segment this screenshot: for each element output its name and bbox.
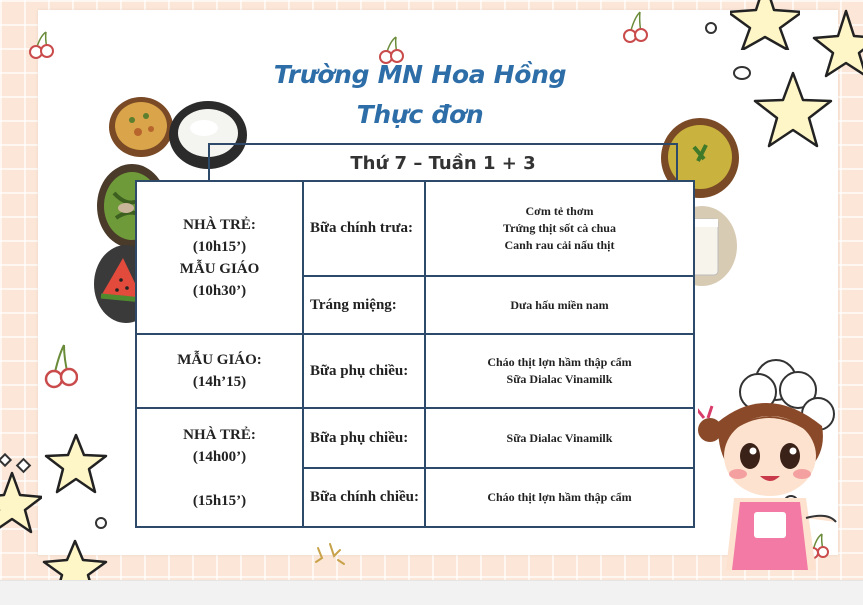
food-cell <box>425 468 694 527</box>
food-item: Sữa Dialac Vinamilk <box>506 372 613 386</box>
time-label: (10h15’) <box>192 238 247 255</box>
menu-table <box>135 180 695 528</box>
cherry-icon <box>622 10 648 44</box>
spacer-line <box>137 468 302 490</box>
star-icon <box>44 432 108 496</box>
bottom-strip <box>0 580 863 605</box>
egg-dish-photo <box>108 96 174 158</box>
age-group-label: MẪU GIÁO: <box>177 352 262 368</box>
meal-name-cell: Bữa phụ chiều: <box>303 334 425 408</box>
food-cell <box>425 276 694 334</box>
cherry-icon <box>44 343 78 389</box>
age-group-cell <box>136 334 303 408</box>
meal-name-cell: Bữa chính trưa: <box>303 181 425 276</box>
food-cell <box>425 181 694 276</box>
food-item: Canh rau cải nấu thịt <box>504 238 615 252</box>
table-row <box>136 334 694 408</box>
time-label: (14h’15) <box>192 374 247 390</box>
time-label: (14h00’) <box>192 448 247 465</box>
age-group-label: NHÀ TRẺ: <box>183 426 256 443</box>
time-label: (10h30’) <box>192 282 247 299</box>
food-item: Cơm tẻ thơm <box>525 204 594 218</box>
food-cell <box>425 408 694 468</box>
circle-icon <box>733 66 751 80</box>
cherry-icon <box>28 30 54 60</box>
chef-girl-illustration <box>698 352 838 570</box>
star-icon <box>730 0 800 50</box>
time-label: (15h15’) <box>192 492 247 509</box>
menu-title: Thực đơn <box>356 100 484 129</box>
star-icon <box>0 470 42 545</box>
sparkle-icon <box>310 538 350 568</box>
circle-icon <box>95 517 107 529</box>
food-cell <box>425 334 694 408</box>
star-icon <box>812 8 863 78</box>
day-header-text: Thứ 7 – Tuần 1 + 3 <box>350 152 536 174</box>
food-item: Cháo thịt lợn hầm thập cẩm <box>487 490 632 504</box>
meal-name-cell: Bữa phụ chiều: <box>303 408 425 468</box>
table-row <box>136 181 694 276</box>
table-row <box>136 408 694 468</box>
school-name: Trường MN Hoa Hồng <box>273 60 567 89</box>
star-icon <box>40 538 110 580</box>
age-group-cell <box>136 408 303 527</box>
meal-name-cell: Bữa chính chiều: <box>303 468 425 527</box>
food-item: Dưa hấu miền nam <box>510 297 609 312</box>
meal-name-cell: Tráng miệng: <box>303 276 425 334</box>
food-item: Sữa Dialac Vinamilk <box>506 430 613 445</box>
age-group-label: NHÀ TRẺ: <box>183 216 256 233</box>
star-icon <box>752 70 834 152</box>
age-group-cell <box>136 181 303 334</box>
food-item: Trứng thịt sốt cà chua <box>503 221 616 235</box>
age-group-label: MẪU GIÁO <box>179 260 260 277</box>
circle-icon <box>705 22 717 34</box>
food-item: Cháo thịt lợn hầm thập cẩm <box>487 355 632 369</box>
day-header <box>208 143 678 181</box>
